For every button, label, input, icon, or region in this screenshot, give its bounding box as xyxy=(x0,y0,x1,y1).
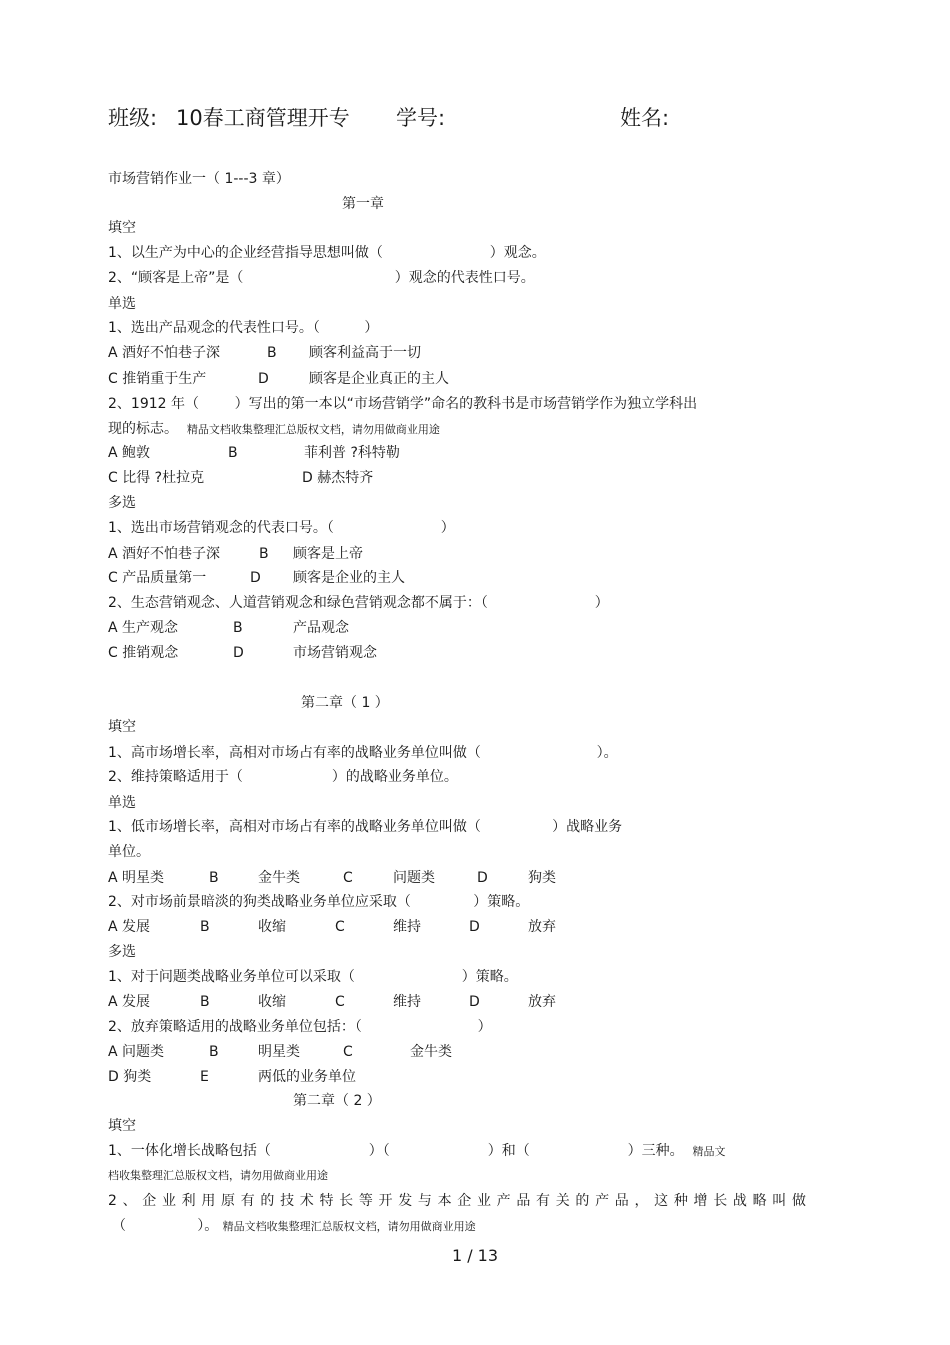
chapter1-multi-label: 多选 xyxy=(108,495,136,511)
chapter2-1-multi-q2-opt-c: C xyxy=(343,1044,353,1060)
chapter1-multi-q2-option-b-text: 产品观念 xyxy=(293,620,349,636)
chapter1-multi-q2-option-a: A 生产观念 xyxy=(108,620,179,636)
chapter2-1-multi-q1-opt-d-text: 放弃 xyxy=(528,994,556,1010)
chapter1-multi-q1-option-c: C 产品质量第一 xyxy=(108,570,207,586)
chapter2-1-single-q1-opt-b-text: 金牛类 xyxy=(258,870,300,886)
chapter1-single-q1-option-b-letter: B xyxy=(267,345,277,361)
chapter2-2-fill-q1 xyxy=(108,1142,726,1161)
chapter1-single-q1-option-d-letter: D xyxy=(258,371,269,387)
chapter1-multi-q1: 1、选出市场营销观念的代表口号。（ ） xyxy=(108,520,455,536)
chapter2-2-fill-q1-text: 1、一体化增长战略包括（ ）（ ）和（ ）三种。 xyxy=(108,1143,684,1159)
chapter2-1-multi-q1: 1、对于问题类战略业务单位可以采取（ ）策略。 xyxy=(108,969,518,985)
watermark-note: 精品文档收集整理汇总版权文档，请勿用做商业用途 xyxy=(186,423,440,436)
chapter2-1-multi-q2-opt-c-text: 金牛类 xyxy=(410,1044,452,1060)
chapter1-single-q1-option-d-text: 顾客是企业真正的主人 xyxy=(309,371,449,387)
chapter1-multi-q2: 2、生态营销观念、人道营销观念和绿色营销观念都不属于：（ ） xyxy=(108,595,609,611)
chapter1-title: 第一章 xyxy=(342,196,384,212)
chapter2-2-fill-q2-line1: 2、企业利用原有的技术特长等开发与本企业产品有关的产品，这种增长战略叫做 xyxy=(108,1193,806,1209)
chapter1-single-q2-line1: 2、1912 年（ ）写出的第一本以“市场营销学”命名的教科书是市场营销学作为独立学科出 xyxy=(108,396,698,412)
chapter2-1-multi-q2-opt-b: B xyxy=(209,1044,219,1060)
chapter1-multi-q1-option-a: A 酒好不怕巷子深 xyxy=(108,546,221,562)
chapter1-multi-q2-option-d-text: 市场营销观念 xyxy=(293,645,377,661)
chapter2-1-multi-q1-opt-b: B xyxy=(200,994,210,1010)
chapter1-multi-q2-option-d-letter: D xyxy=(233,645,244,661)
watermark-note-2: 精品文档收集整理汇总版权文档，请勿用做商业用途 xyxy=(222,1220,476,1233)
chapter2-1-fill-label: 填空 xyxy=(108,719,136,735)
chapter1-multi-q2-option-b-letter: B xyxy=(233,620,243,636)
chapter1-single-q2-option-b-text: 菲利普 ?科特勒 xyxy=(304,445,400,461)
chapter1-single-q2-option-b-letter: B xyxy=(228,445,238,461)
chapter2-2-fill-q2-line2 xyxy=(112,1217,476,1236)
chapter1-single-q1: 1、选出产品观念的代表性口号。（ ） xyxy=(108,320,379,336)
chapter2-1-fill-q1: 1、高市场增长率，高相对市场占有率的战略业务单位叫做（ ）。 xyxy=(108,745,618,761)
chapter2-1-fill-q2: 2、维持策略适用于（ ）的战略业务单位。 xyxy=(108,769,458,785)
chapter2-1-single-label: 单选 xyxy=(108,795,136,811)
class-label: 班级: xyxy=(108,106,158,130)
chapter1-fill-q1: 1、以生产为中心的企业经营指导思想叫做（ ）观念。 xyxy=(108,245,546,261)
chapter2-1-single-q2-opt-c: C xyxy=(335,919,345,935)
chapter2-1-single-q1-opt-d: D xyxy=(477,870,488,886)
chapter1-single-q2-line2 xyxy=(108,420,440,439)
class-value: 10春工商管理开专 xyxy=(176,106,350,130)
chapter2-1-single-q2-opt-b-text: 收缩 xyxy=(258,919,286,935)
chapter2-1-single-q2-opt-c-text: 维持 xyxy=(393,919,421,935)
chapter2-1-single-q2-opt-d: D xyxy=(469,919,480,935)
chapter2-1-multi-q1-opt-c: C xyxy=(335,994,345,1010)
chapter1-single-q1-option-b-text: 顾客利益高于一切 xyxy=(309,345,421,361)
chapter2-1-multi-q1-opt-b-text: 收缩 xyxy=(258,994,286,1010)
page-number: 1 / 13 xyxy=(451,1246,499,1265)
chapter2-1-multi-q1-opt-d: D xyxy=(469,994,480,1010)
chapter1-single-q2-option-d: D 赫杰特齐 xyxy=(302,470,374,486)
chapter2-1-multi-q2-opt-e: E xyxy=(200,1069,209,1085)
chapter2-1-multi-q2: 2、放弃策略适用的战略业务单位包括：（ ） xyxy=(108,1019,492,1035)
chapter1-fill-q2: 2、“顾客是上帝”是（ ）观念的代表性口号。 xyxy=(108,270,535,286)
chapter2-1-single-q2: 2、对市场前景暗淡的狗类战略业务单位应采取（ ）策略。 xyxy=(108,894,530,910)
chapter2-1-single-q1-opt-a: A 明星类 xyxy=(108,870,165,886)
chapter1-multi-q2-option-c: C 推销观念 xyxy=(108,645,179,661)
chapter2-2-fill-label: 填空 xyxy=(108,1118,136,1134)
chapter1-fill-label: 填空 xyxy=(108,220,136,236)
chapter2-1-single-q2-opt-a: A 发展 xyxy=(108,919,151,935)
chapter2-1-single-q1-line2: 单位。 xyxy=(108,844,150,860)
chapter1-single-label: 单选 xyxy=(108,296,136,312)
chapter1-single-q1-option-c: C 推销重于生产 xyxy=(108,371,207,387)
chapter2-2-title: 第二章（ 2 ） xyxy=(293,1093,381,1109)
chapter2-1-single-q1-opt-c: C xyxy=(343,870,353,886)
chapter1-single-q1-option-a: A 酒好不怕巷子深 xyxy=(108,345,221,361)
chapter2-1-single-q2-opt-b: B xyxy=(200,919,210,935)
chapter2-2-fill-q2-line2-text: （ ）。 xyxy=(112,1218,219,1234)
chapter2-1-single-q1-opt-c-text: 问题类 xyxy=(393,870,435,886)
chapter2-2-fill-q1-note-tail: 精品文 xyxy=(692,1145,726,1158)
name-label: 姓名: xyxy=(620,106,670,130)
chapter1-single-q2-line2-text: 现的标志。 xyxy=(108,421,178,437)
chapter1-multi-q1-option-b-letter: B xyxy=(259,546,269,562)
chapter2-1-multi-label: 多选 xyxy=(108,944,136,960)
chapter2-1-single-q1-line1: 1、低市场增长率，高相对市场占有率的战略业务单位叫做（ ）战略业务 xyxy=(108,819,623,835)
chapter2-1-multi-q2-opt-b-text: 明星类 xyxy=(258,1044,300,1060)
chapter1-single-q2-option-a: A 鲍敦 xyxy=(108,445,151,461)
chapter2-1-multi-q2-opt-e-text: 两低的业务单位 xyxy=(258,1069,356,1085)
assignment-title: 市场营销作业一（ 1---3 章） xyxy=(108,171,290,187)
chapter2-1-multi-q2-opt-d: D 狗类 xyxy=(108,1069,152,1085)
chapter1-multi-q1-option-b-text: 顾客是上帝 xyxy=(293,546,363,562)
chapter2-2-fill-q1-note-line2: 档收集整理汇总版权文档，请勿用做商业用途 xyxy=(108,1169,328,1182)
chapter2-1-multi-q1-opt-a: A 发展 xyxy=(108,994,151,1010)
chapter1-multi-q1-option-d-letter: D xyxy=(250,570,261,586)
chapter1-single-q2-option-c: C 比得 ?杜拉克 xyxy=(108,470,205,486)
chapter2-1-multi-q1-opt-c-text: 维持 xyxy=(393,994,421,1010)
chapter1-multi-q1-option-d-text: 顾客是企业的主人 xyxy=(293,570,405,586)
chapter2-1-single-q1-opt-d-text: 狗类 xyxy=(528,870,556,886)
chapter2-1-title: 第二章（ 1 ） xyxy=(301,695,389,711)
chapter2-1-multi-q2-opt-a: A 问题类 xyxy=(108,1044,165,1060)
chapter2-1-single-q1-opt-b: B xyxy=(209,870,219,886)
chapter2-1-single-q2-opt-d-text: 放弃 xyxy=(528,919,556,935)
student-id-label: 学号: xyxy=(396,106,446,130)
